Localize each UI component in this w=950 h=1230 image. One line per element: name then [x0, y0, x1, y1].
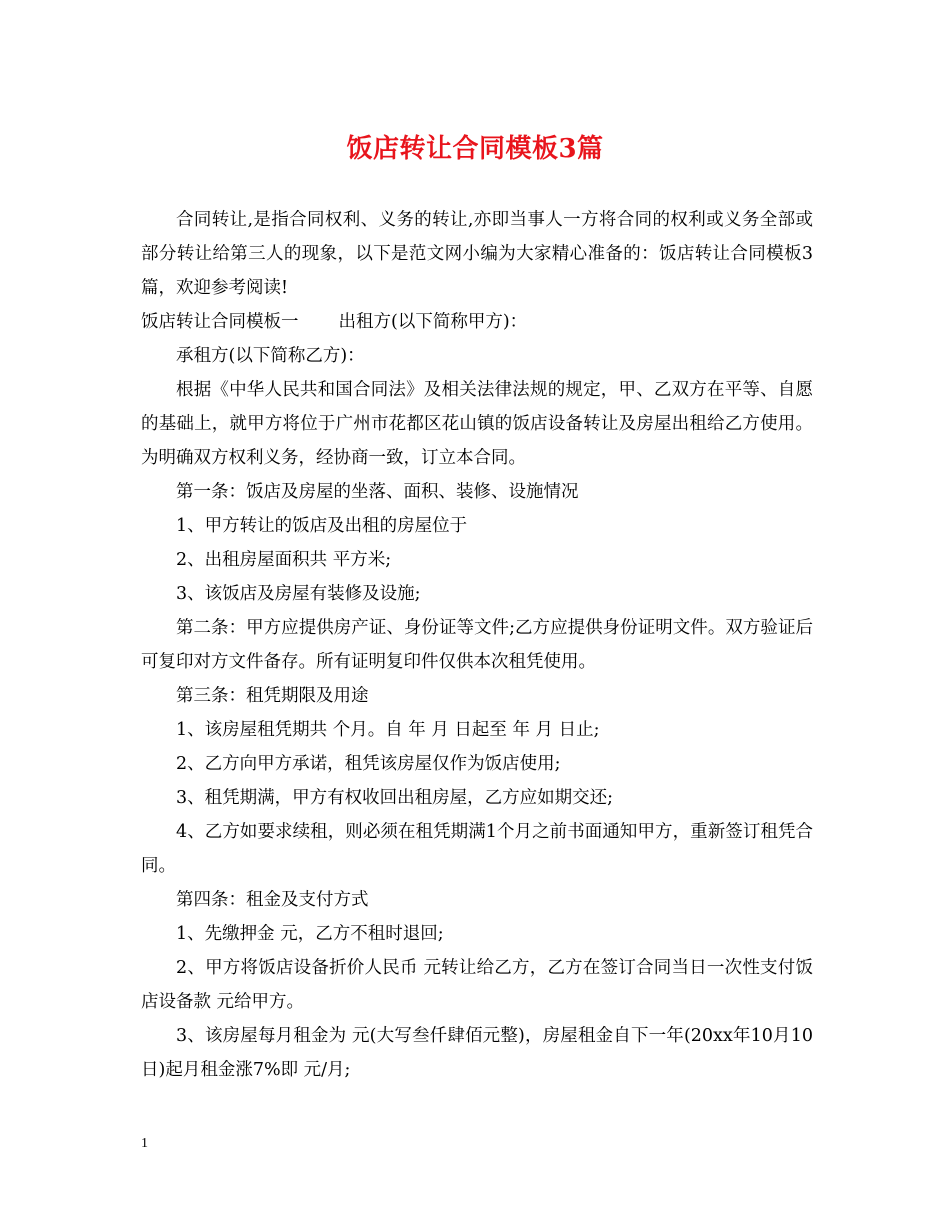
document-body: [141, 203, 813, 1087]
contract-clause: 3、租凭期满，甲方有权收回出租房屋，乙方应如期交还;: [176, 788, 614, 808]
contract-clause: 1、该房屋租凭期共 个月。自 年 月 日起至 年 月 日止;: [176, 720, 600, 740]
template-heading: 饭店转让合同模板一: [141, 312, 299, 332]
article-heading: 第三条：租凭期限及用途: [176, 686, 369, 706]
contract-clause: 2、甲方将饭店设备折价人民币 元转让给乙方，乙方在签订合同当日一次性支付饭店设备款 元给甲方。: [141, 958, 813, 1012]
contract-clause: 3、该饭店及房屋有装修及设施;: [176, 584, 421, 604]
article-heading: 第一条：饭店及房屋的坐落、面积、装修、设施情况: [176, 482, 579, 502]
contract-clause: 4、乙方如要求续租，则必须在租凭期满1个月之前书面通知甲方，重新签订租凭合同。: [141, 822, 813, 876]
intro-paragraph: 合同转让,是指合同权利、义务的转让,亦即当事人一方将合同的权利或义务全部或部分转让给第三人的现象，以下是范文网小编为大家精心准备的：饭店转让合同模板3篇，欢迎参考阅读!: [141, 210, 813, 298]
contract-clause: 1、先缴押金 元，乙方不租时退回;: [176, 924, 444, 944]
page-number: 1: [141, 1136, 148, 1151]
lessee-label: 承租方(以下简称乙方)：: [176, 346, 365, 366]
contract-paragraph: 第二条：甲方应提供房产证、身份证等文件;乙方应提供身份证明文件。双方验证后可复印对方文件备存。所有证明复印件仅供本次租凭使用。: [141, 618, 813, 672]
contract-clause: 2、出租房屋面积共 平方米;: [176, 550, 392, 570]
template-heading-line: [141, 305, 813, 339]
contract-clause: 3、该房屋每月租金为 元(大写叁仟肆佰元整)，房屋租金自下一年(20xx年10月10日)起月租金涨7%即 元/月;: [141, 1026, 813, 1080]
lessor-label: 出租方(以下简称甲方)：: [338, 312, 528, 332]
document-title: 饭店转让合同模板3篇: [346, 134, 604, 164]
contract-clause: 1、甲方转让的饭店及出租的房屋位于: [176, 516, 468, 536]
contract-clause: 2、乙方向甲方承诺，租凭该房屋仅作为饭店使用;: [176, 754, 561, 774]
article-heading: 第四条：租金及支付方式: [176, 890, 369, 910]
contract-paragraph: 根据《中华人民共和国合同法》及相关法律法规的规定，甲、乙双方在平等、自愿的基础上，就甲方将位于广州市花都区花山镇的饭店设备转让及房屋出租给乙方使用。为明确双方权利义务，经协商一致，订立本合同。: [141, 380, 813, 468]
